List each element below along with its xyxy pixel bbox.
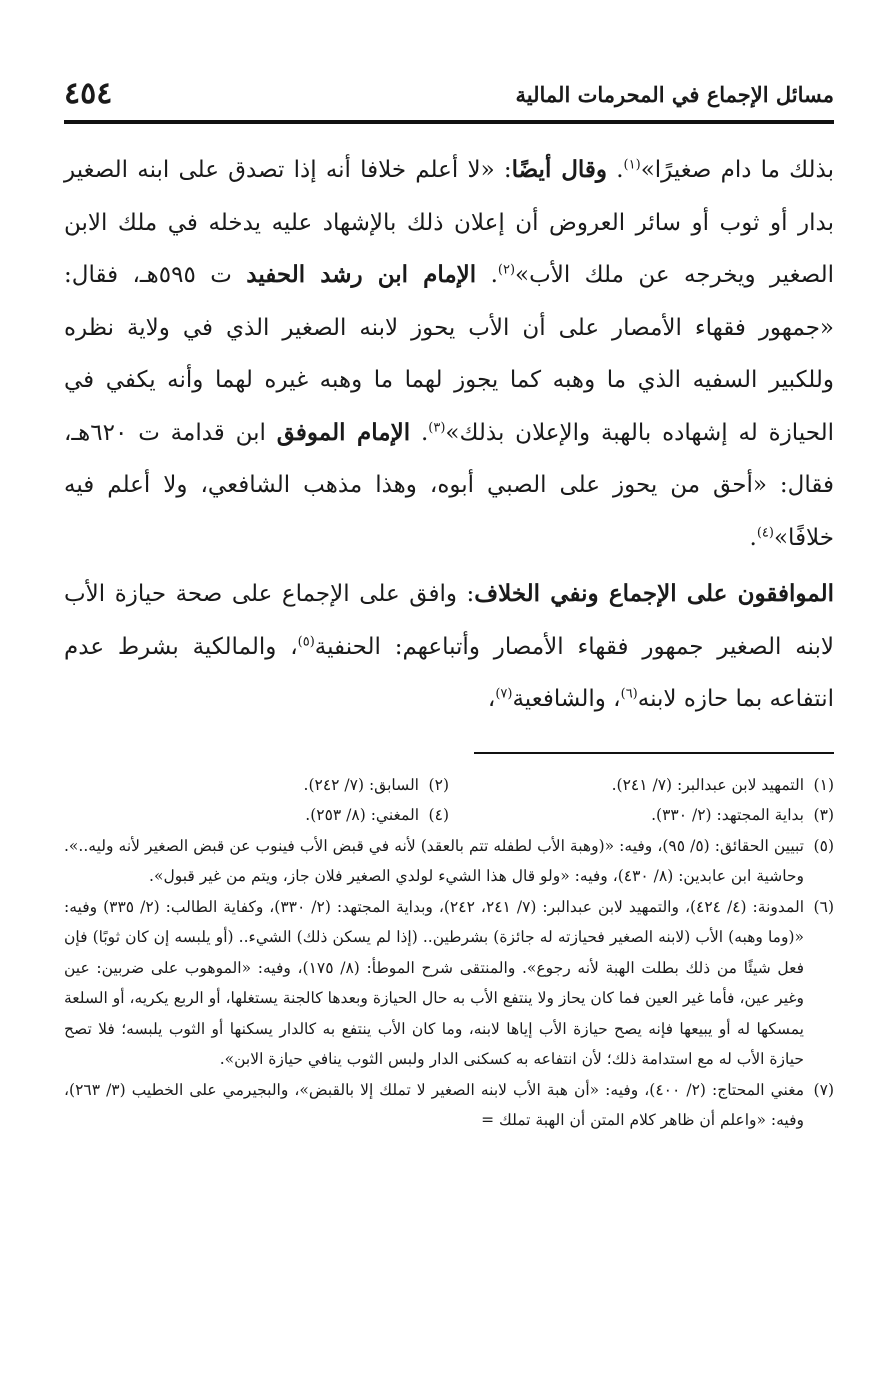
document-page: [64, 70, 834, 1136]
footnote-4: [64, 800, 449, 831]
footnote-number: (٤): [428, 806, 449, 824]
footnote-3: [449, 800, 834, 831]
footnote-ref-7: (٧): [495, 686, 513, 702]
paragraph-1: [64, 144, 834, 564]
footnote-ref-1: (١): [623, 157, 641, 173]
footnote-number: (١): [813, 775, 834, 794]
text-run: ت ٥٩٥هـ، فقال: «جمهور فقهاء الأمصار على أن الأب يحوز لابنه الصغير الذي في ولاية نظره وللكبير السفيه الذي ما وهبه كما يجوز لهما ما وهبه غيره لهما وأنه يكفي في الحيازة له إشهاده بالهبة والإعلان بذلك»: [64, 262, 834, 446]
text-run: .: [607, 157, 624, 183]
footnote-ref-2: (٢): [497, 262, 516, 278]
footnote-text: تبيين الحقائق: (٥/ ٩٥)، وفيه: «(وهبة الأب لطفله تتم بالعقد) لأنه في قبض الأب فينوب عن قبض الصغير لأنه وليه..». وحاشية ابن عابدين: (٨/ ٤٣٠)، وفيه: «ولو قال هذا الشيء لولدي الصغير فلان جاز، ويتم من غير قبول».: [64, 836, 804, 885]
running-title: مسائل الإجماع في المحرمات المالية: [515, 82, 834, 107]
text-run: ابن قدامة ت ٦٢٠هـ، فقال: «أحق من يحوز على الصبي أبوه، وهذا مذهب الشافعي، ولا أعلم فيه خلافًا»: [64, 419, 834, 551]
footnote-text: السابق: (٧/ ٢٤٢).: [303, 775, 419, 794]
footnote-ref-4: (٤): [756, 524, 774, 540]
text-run: : وافق على الإجماع على صحة حيازة الأب لابنه الصغير جمهور فقهاء الأمصار وأتباعهم: الحنفية: [64, 581, 834, 660]
main-text: [64, 144, 834, 726]
text-run: ، والشافعية: [512, 686, 621, 712]
footnote-number: (٧): [813, 1080, 834, 1099]
footnote-row: [64, 800, 834, 831]
footnote-ref-5: (٥): [297, 633, 315, 649]
footnote-number: (٥): [813, 836, 834, 855]
bold-run: وقال أيضًا: [511, 156, 608, 183]
text-run: ،: [487, 686, 496, 712]
page-header: [64, 70, 834, 120]
text-run: ، والمالكية بشرط عدم انتفاعه بما حازه لابنه: [64, 633, 834, 712]
footnote-1: [449, 770, 834, 801]
footnote-number: (٢): [428, 775, 449, 794]
bold-run: الإمام الموفق: [276, 418, 411, 446]
footnote-number: (٦): [813, 897, 834, 916]
text-run: : «لا أعلم خلافا أنه إذا تصدق على ابنه الصغير بدار أو ثوب أو سائر العروض أن إعلان ذلك بالإشهاد عليه يدخله في ملك الابن الصغير ويخرجه عن ملك الأب»: [64, 157, 835, 288]
footnote-number: (٣): [813, 806, 834, 824]
text-run: .: [410, 419, 429, 446]
footnote-row: [64, 770, 834, 801]
footnote-rule: [474, 752, 834, 754]
bold-run: الإمام ابن رشد الحفيد: [246, 261, 477, 288]
section-heading: الموافقون على الإجماع ونفي الخلاف: [474, 580, 834, 607]
footnote-text: المغني: (٨/ ٢٥٣).: [305, 806, 419, 824]
footnote-2: [64, 770, 449, 801]
footnote-ref-3: (٣): [428, 419, 446, 435]
footnote-ref-6: (٦): [620, 686, 638, 702]
footnotes: [64, 770, 834, 1136]
footnote-5: [64, 831, 834, 892]
footnote-7: [64, 1075, 834, 1136]
page-number: ٤٥٤: [64, 76, 113, 111]
footnote-text: بداية المجتهد: (٢/ ٣٣٠).: [651, 806, 804, 824]
footnote-text: مغني المحتاج: (٢/ ٤٠٠)، وفيه: «أن هبة الأب لابنه الصغير لا تملك إلا بالقبض»، والبجيرمي على الخطيب (٣/ ٢٦٣)، وفيه: «واعلم أن ظاهر كلام المتن أن الهبة تملك =: [64, 1080, 804, 1129]
footnote-6: [64, 892, 834, 1075]
footnote-text: المدونة: (٤/ ٤٢٤)، والتمهيد لابن عبدالبر: (٧/ ٢٤١، ٢٤٢)، وبداية المجتهد: (٢/ ٣٣٠)، وكفاية الطالب: (٢/ ٣٣٥) وفيه: «(وما وهبه) الأب (لابنه الصغير فحيازته له جائزة) بشرطين.. (إذا لم يسكن ذلك) الشيء.. (أو يلبسه إن كان ثوبًا) فإن فعل شيئًا من ذلك بطلت الهبة لأنه رجوع». والمنتقى شرح الموطأ: (٨/ ١٧٥)، وفيه: «الموهوب على ضربين: عين وغير عين، فأما غير العين فما كان يحاز ولا ينتفع الأب به حال الحيازة وبعدها كالجنة يستغلها، أو الربع يكريه، أو السلعة يمسكها له أو يبيعها فإنه يصح حيازة الأب إياها لابنه، وما كان الأب ينتفع به كالدار يسكنها أو الثوب يلبسه؛ فلا تصح حيازة الأب له مع استدامة ذلك؛ لأن انتفاعه به كسكنى الدار ولبس الثوب ينافي حيازة الابن».: [64, 897, 805, 1068]
footnote-text: التمهيد لابن عبدالبر: (٧/ ٢٤١).: [611, 775, 804, 794]
paragraph-2: [64, 568, 834, 726]
text-run: بذلك ما دام صغيرًا»: [640, 157, 835, 183]
text-run: .: [476, 262, 498, 288]
text-run: .: [749, 524, 757, 551]
header-rule: [64, 120, 834, 124]
